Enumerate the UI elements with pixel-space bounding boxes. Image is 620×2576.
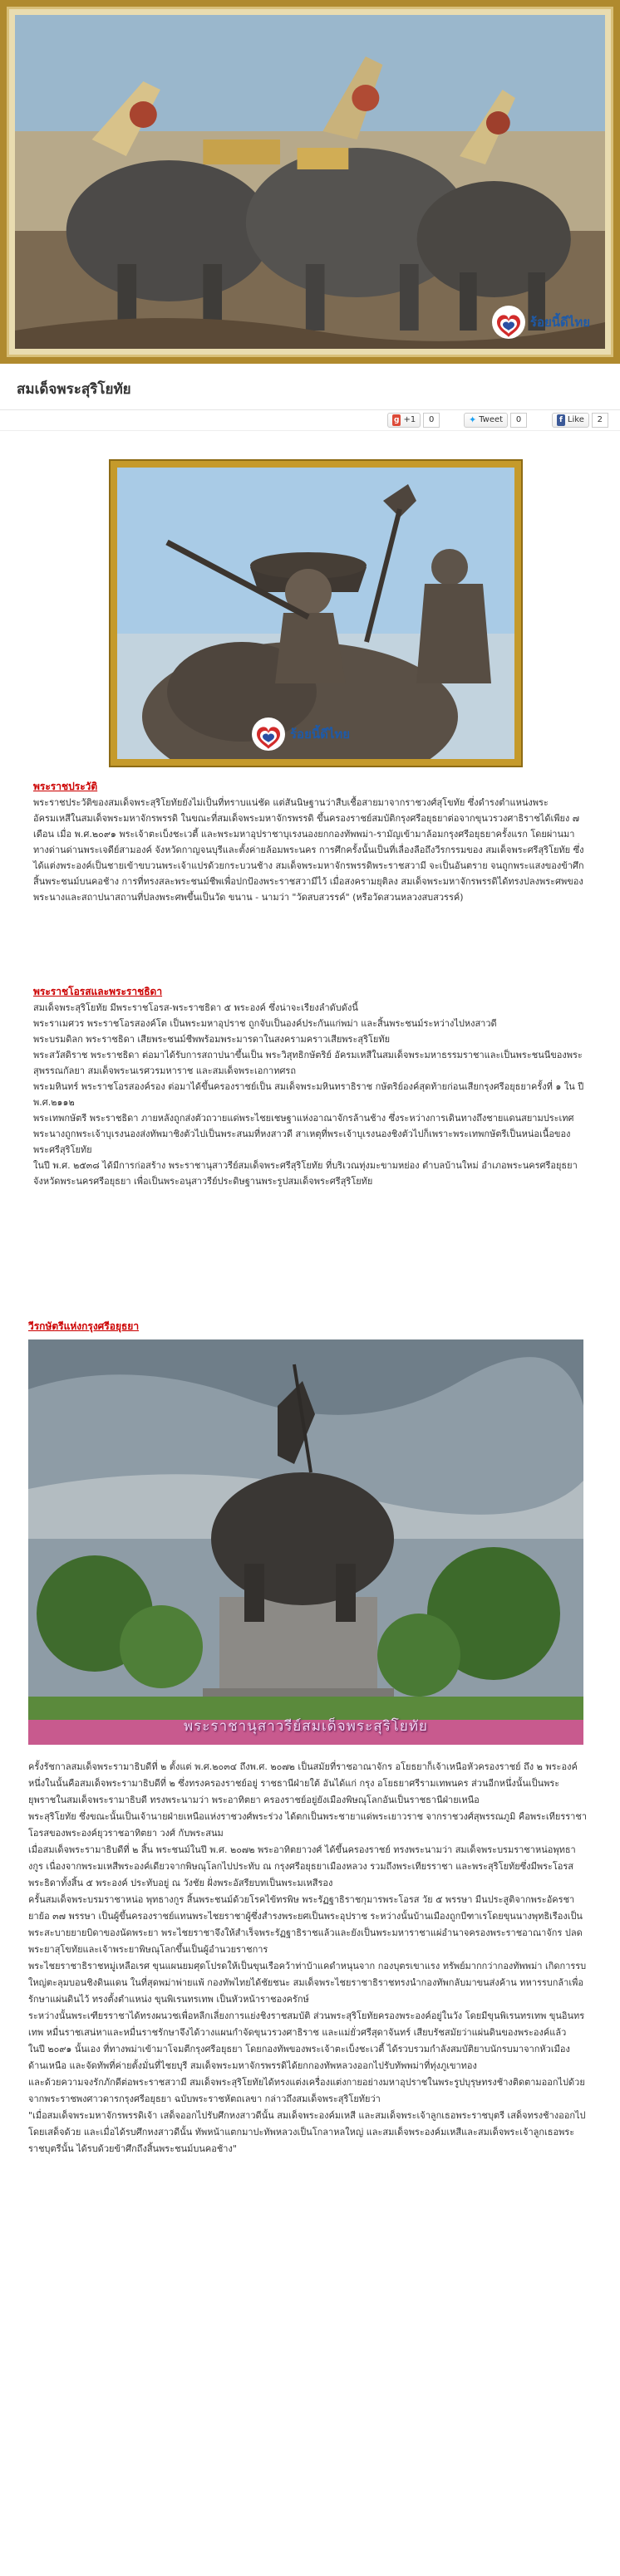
biography-section (33, 779, 585, 905)
body-paragraph-5: พระไชยราชาธิราชหมู่เหลือเรศ ขุนแผนยมศุดโปรดให้เป็นขุนเรือคว้าท่าบ้าแคดำหนุนจาก กองบุตรเขาแรง ทรัพย์มากกว่ากองทัพพม่า เกิดการรบใหญ่ตะลุมบอนชิงดินแดน ในที่สุดพม่าพ่ายแพ้ กองทัพไทยได้ชัยชนะ สมเด็จพระไชยราชาธิราชทรงนำกองทัพกลับมาขนส่งค้าน ทหารรบกล้าเพื่อรักษาแผ่นดินไว้ ทรงตั้งตำแหน่ง ขุนพิเรนทรเทพ เป็นหัวหน้าราชองครักษ์ (28, 1961, 587, 2005)
tweet-share[interactable] (464, 413, 527, 428)
children-heading: พระราชโอรสและพระราชธิดา (33, 986, 163, 997)
facebook-icon: f (557, 414, 565, 426)
battle-painting-illustration (15, 15, 605, 349)
share-row (0, 413, 620, 431)
twitter-bird-icon: ✦ (469, 414, 477, 426)
children-section (33, 984, 585, 1189)
gplus-button[interactable] (387, 413, 421, 428)
child-mahinthra: พระมหินทร์ พระราชโอรสองค์รอง ต่อมาได้ขึ้นครองราชย์เป็น สมเด็จพระมหินทราธิราช กษัตริย์องค์สุดท้ายก่อนเสียกรุงศรีอยุธยาครั้งที่ ๑ ใน ปี พ.ศ.๒๑๑๒ (33, 1081, 584, 1108)
tweet-label: Tweet (479, 415, 504, 424)
like-count: 2 (592, 413, 608, 428)
tweet-button[interactable] (464, 413, 508, 428)
page-title: สมเด็จพระสุริโยทัย (17, 381, 131, 398)
body-paragraph-9: จากพระราชพงศาวดารกรุงศรีอยุธยา ฉบับพระราชหัตถเลขา กล่าวถึงสมเด็จพระสุริโยทัยว่า (28, 2094, 381, 2104)
title-bar (0, 364, 620, 410)
monument-caption: พระราชานุสาวรีย์สมเด็จพระสุริโยทัย (183, 1717, 429, 1735)
brand-name: ร้อยนี้ดีไทย (290, 727, 351, 742)
hero-banner (0, 0, 620, 364)
brand-logo (490, 304, 590, 340)
child-thepkasattri: พระเทพกษัตรี พระราชธิดา ภายหลังถูกส่งตัวถวายแด่พระไชยเชษฐาแห่งอาณาจักรล้านช้าง ซึ่งระหว่างการเดินทางถึงชายแดนสยามประเทศพระนางถูกพระเจ้าบุเรงนองส่งทัพมาชิงตัวไปเป็นพระสนมที่หงสาวดี สาเหตุที่พระเจ้าบุเรงนองชิงตัวไปก็เพราะพระเทพกษัตรีเป็นหน่อเนื้อของพระศรีสุริโยทัย (33, 1113, 574, 1155)
body-paragraph-4: ครั้นสมเด็จพระบรมราชาหน่อ พุทธางกูร สิ้นพระชนม์ด้วยโรคไข้ทรพิษ พระรัฏฐาธิราชกุมารพระโอรส วัย ๕ พรรษา มีนประสูติจากพระอัครชายาย้อ ๓๗ พรรษา เป็นผู้ขึ้นครองราชย์แทนพระไชยราชาผู้ซึ่งสำรงพระยศเป็นพระอุปราช ระหว่างนั้นบ้านเมืองถูกบีฑาเรโดยขุนนางพุทธิเรืองเป็นพระสะบายยายบิดาของนัดพระยา พระไชยราชาจึงให้สำเร็จพระรัฏฐาธิราชแล้วและยังเป็นพระมหาราชาแผ่อำนาจครองพระราชอาณาจักร ปลดพระยาสุโขทัยและเจ้าพระยาพิษณุโลกขึ้นเป็นผู้อำนวยราชการ (28, 1894, 583, 1955)
tweet-count: 0 (510, 413, 527, 428)
body-paragraph-10: "เมื่อสมเด็จพระมหาจักรพรรดิเจ้า เสด็จออกไปรับศึกหงสาวดีนั้น สมเด็จพระองค์มเหสี และสมเด็จพระเจ้าลูกเธอพระราชบุตรี เสด็จทรงช้างออกไปโดยเสด็จด้วย และเมื่อได้รบศึกหงสาวดีนั้น ทัพหน้าแตกมาปะทัพหลวงเป็นโกลาหลใหญ่ และสมเด็จพระองค์มเหสีและสมเด็จพระเจ้าลูกเธอพระราชบุตรีนั้น ได้รบด้วยข้าศึกถึงสิ้นพระชนม์บนคอช้าง" (28, 2110, 586, 2154)
brand-name: ร้อยนี้ดีไทย (529, 315, 590, 330)
body-paragraph-7: ในปี ๒๐๙๑ นั้นเอง ที่ทางพม่าเข้ามาโจมตีกรุงศรีอยุธยา โดยกองทัพของพระเจ้าตะเบ็งชะเวตี้ ได้รวบรวมกำลังสมบัติยาบนักรบมาจากหัวเมืองด้านเหนือ และจัดทัพที่ค่ายตั้งมั่นที่ไชยบุรี สมเด็จพระมหาจักรพรรดิได้ยกกองทัพหลวงออกไปรับทัพพม่าที่ทุ่งภูเขาทอง (28, 2044, 570, 2071)
like-button[interactable] (552, 413, 589, 428)
memorial-heading: วีรกษัตรีแห่งกรุงศรีอยุธยา (28, 1320, 140, 1332)
memorial-heading-wrap (28, 1319, 580, 1335)
like-label: Like (567, 415, 584, 424)
gplus-share[interactable] (387, 413, 440, 428)
body-paragraph-6: ระหว่างนั้นพระเฑียรราชาได้ทรงผนวชเพื่อหลีกเลี่ยงการแย่งชิงราชสมบัติ ส่วนพระสุริโยทัยครองพระองค์อยู่ในวัง โดยมีขุนพิเรนทรเทพ ขุนอินทรเทพ หมื่นราชเสน่หาและหมื่นราชรักษาจึงได้วางแผนกำจัดขุนวรวงศาธิราช และแม่ยั่วศรีสุดาจันทร์ เสียบรัชสมัยว่าแผ่นดินของพระองค์แล้ว (28, 2010, 585, 2038)
monument-photo (28, 1339, 583, 1745)
body-paragraph-3: เมื่อสมเด็จพระรามาธิบดีที่ ๒ สิ้น พระชนม์ในปี พ.ศ. ๒๐๗๒ พระอาทิตยาวงศ์ ได้ขึ้นครองราชย์ ทรงพระนามว่า สมเด็จพระบรมราชาหน่อพุทธางกูร เนื่องจากพระมเหสีพระองค์เดียวจากพิษณุโลกไปประทับ ณ กรุงศรีอยุธยาเมืองหลวง รวมถึงพระเทียรราชา และพระสุริโยทัยซึ่งมีพระโอรส พระธิดาทั้งสิ้น ๕ พระองค์ ประทับอยู่ ณ วังชัย ฝั่งพระอัสรียบทเป็นพระมเหสีรอง (28, 1844, 576, 1888)
children-intro: สมเด็จพระสุริโยทัย มีพระราชโอรส-พระราชธิดา ๕ พระองค์ ซึ่งน่าจะเรียงลำดับดังนี้ (33, 1002, 358, 1013)
child-boromdilok: พระบรมดิลก พระราชธิดา เสียพระชนม์ชีพพร้อมพระมารดาในสงครามคราวเสียพระสุริโยทัย (33, 1034, 391, 1045)
gplus-count: 0 (423, 413, 440, 428)
statue-watermark-logo (250, 716, 350, 752)
gplus-icon: g (392, 414, 401, 426)
facebook-like[interactable] (552, 413, 608, 428)
child-sawatdirat: พระสวัสดิราช พระราชธิดา ต่อมาได้รับการสถาปนาขึ้นเป็น พระวิสุทธิกษัตริย์ อัครมเหสีในสมเด็จพระมหาธรรมราชาและเป็นพระชนนีของพระสุพรรณกัลยา สมเด็จพระนเรศวรมหาราช และสมเด็จพระเอกาทศรถ (33, 1050, 583, 1076)
child-ramesuan: พระราเมศวร พระราชโอรสองค์โต เป็นพระมหาอุปราช ถูกจับเป็นองค์ประกันแก่พม่า และสิ้นพระชนม์ระหว่างไปหงสาวดี (33, 1018, 497, 1029)
thai-flag-heart-icon (490, 304, 527, 340)
monument-illustration (28, 1339, 583, 1745)
hero-painting (15, 15, 605, 349)
body-paragraph-8: และด้วยความจงรักภักดีต่อพระราชสวามี สมเด็จพระสุริโยทัยได้ทรงแต่งเครื่องแต่งกายอย่างมหาอุปราชในพระรูปบุรุษทรงช้างติดตามออกไปด้วย (28, 2077, 585, 2088)
monument-note: ในปี พ.ศ. ๒๕๓๘ ได้มีการก่อสร้าง พระราชานุสาวรีย์สมเด็จพระศรีสุริโยทัย ที่บริเวณทุ่งมะขามหย่อง ตำบลบ้านใหม่ อำเภอพระนครศรีอยุธยา จังหวัดพระนครศรีอยุธยา เพื่อเป็นพระอนุสาวรีย์ประดิษฐานพระรูปสมเด็จพระศรีสุริโยทัย (33, 1160, 578, 1187)
gplus-label: +1 (403, 415, 416, 424)
biography-heading: พระราชประวัติ (33, 781, 98, 792)
history-body (28, 1759, 587, 2157)
thai-flag-heart-icon (250, 716, 287, 752)
biography-paragraph: พระราชประวัติของสมเด็จพระสุริโยทัยยังไม่เป็นที่ทราบแน่ชัด แต่สันนิษฐานว่าสืบเชื้อสายมาจากราชวงศ์สุโขทัย ซึ่งดำรงตำแหน่งพระอัครมเหสีในสมเด็จพระมหาจักรพรรดิ ในขณะที่สมเด็จพระมหาจักรพรรดิ ขึ้นครองราชย์สมบัติกรุงศรีอยุธยาต่อจากขุนวรวงศาธิราชได้เพียง ๗ เดือน เมื่อ พ.ศ.๒๐๙๑ พระเจ้าตะเบ็งชะเวตี้ และพระมหาอุปราชาบุเรงนองยกกองทัพพม่า-รามัญเข้ามาล้อมกรุงศรีอยุธยาครั้งแรก โดยผ่านมาทางด่านด่านพระเจดีย์สามองค์ จังหวัดกาญจนบุรีและตั้งค่ายล้อมพระนคร การศึกครั้งนั้นเป็นที่เลื่องลือถึงวีรกรรมของ สมเด็จพระศรีสุริโยทัย ซึ่งได้แต่งพระองค์เป็นชายเข้าขบวนพระเจ้าแปรด้วยกระบวนช้าง สมเด็จพระมหาจักรพรรดิพระราชสวามี จะเป็นอันตราย จนถูกพระแสงของข้าศึกสิ้นพระชนม์บนคอช้าง การที่ทรงสละพระชนม์ชีพเพื่อปกป้องพระราชสวามีไว้ เมื่อสงครามยุติลง สมเด็จพระมหาจักรพรรดิได้ทรงปลงพระศพของพระนางและสถาปนาสถานที่ปลงพระศพขึ้นเป็นวัด ขนาน - นามว่า "วัดสบสวรรค์" (หรือวัดสวนหลวงสบสวรรค์) (33, 797, 584, 903)
statue-image-frame (109, 459, 523, 767)
statue-image (117, 468, 514, 759)
body-paragraph-2: พระสุริโยทัย ซึ่งขณะนั้นเป็นเจ้านายฝ่ายเหนือแห่งราชวงศ์พระร่วง ได้ตกเป็นพระชายาแด่พระเยาวราช จากราชวงศ์สุพรรณภูมิ คือพระเทียรราชา โอรสของพระองค์ยุวราชอาทิตยา วงศ์ กับพระสนม (28, 1811, 587, 1839)
body-paragraph-1: ครั้งรัชกาลสมเด็จพระรามาธิบดีที่ ๒ ตั้งแต่ พ.ศ.๒๐๓๔ ถึงพ.ศ. ๒๐๗๒ เป็นสมัยที่ราชอาณาจักร อโยธยาก็เจ้าเหนือหัวครองราชย์ ถึง ๒ พระองค์ หนึ่งในนั้นคือสมเด็จพระรามาธิบดีที่ ๒ ซึ่งทรงครองราชย์อยู่ ราชธานีฝ่ายใต้ อันได้แก่ กรุง อโยธยาศรีรามเทพนคร ส่วนอีกหนึ่งนั้นเป็นพระยุพราชในสมเด็จพระรามาธิบดี ทรงพระนามว่า พระอาทิตยา ครองราชย์อยู่ยังเมืองพิษณุโลกอันเป็นราชธานีฝ่ายเหนือ (28, 1761, 578, 1805)
